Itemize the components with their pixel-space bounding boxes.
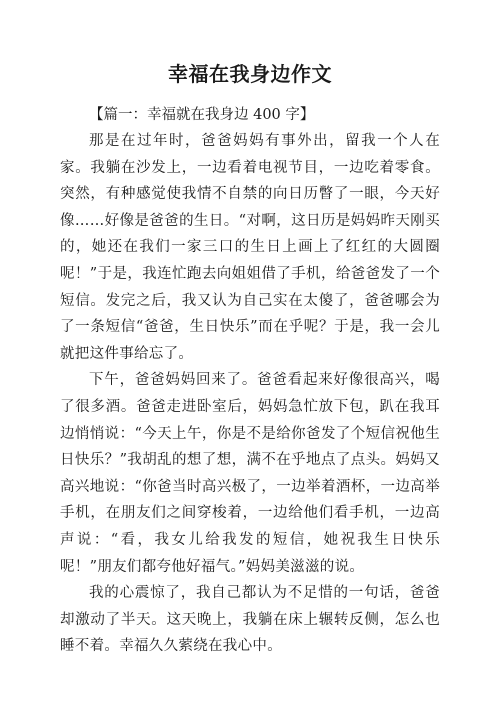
paragraph-1: 那是在过年时，爸爸妈妈有事外出，留我一个人在家。我躺在沙发上，一边看着电视节目，一边吃着零食。突然，有种感觉使我情不自禁的向日历瞥了一眼，今天好像……好像是爸爸的生日。“对啊，这日历是妈妈昨天刚买的，她还在我们一家三口的生日上画上了红红的大圆圈呢！”于是，我连忙跑去向姐姐借了手机，给爸爸发了一个短信。发完之后，我又认为自己实在太傻了，爸爸哪会为了一条短信“爸爸，生日快乐”而在乎呢？于是，我一会儿就把这件事给忘了。: [60, 133, 440, 362]
document-title: 幸福在我身边作文: [168, 62, 332, 86]
paragraph-2: 下午，爸爸妈妈回来了。爸爸看起来好像很高兴，喝了很多酒。爸爸走进卧室后，妈妈急忙放下包，趴在我耳边悄悄说：“今天上午，你是不是给你爸发了个短信祝他生日快乐？”我胡乱的想了想，满不在乎地点了点头。妈妈又高兴地说：“你爸当时高兴极了，一边举着酒杯，一边高举手机，在朋友们之间穿梭着，一边给他们看手机，一边高声说：“看，我女儿给我发的短信，她祝我生日快乐呢！”朋友们都夸他好福气。”妈妈美滋滋的说。: [60, 372, 440, 575]
section-heading: 【篇一：幸福就在我身边 400 字】: [89, 107, 315, 123]
paragraph-3: 我的心震惊了，我自己都认为不足惜的一句话，爸爸却激动了半天。这天晚上，我躺在床上辗转反侧，怎么也睡不着。幸福久久萦绕在我心中。: [60, 585, 440, 655]
